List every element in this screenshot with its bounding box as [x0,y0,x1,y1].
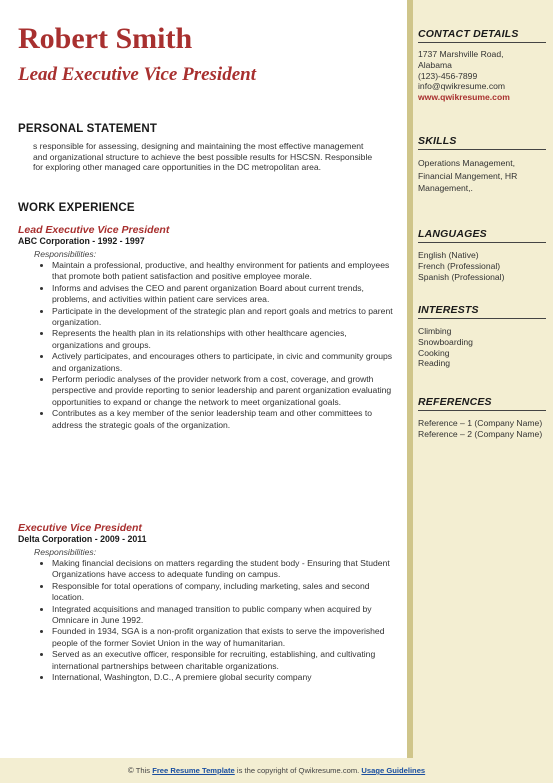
responsibility-item: Perform periodic analyses of the provider network from a cost, coverage, and growth perspective and provide reporting to senior leadership and parent organization evaluating opportunities to expand or change the network to meet organizational goals. [52,374,392,407]
candidate-title: Lead Executive Vice President [18,64,256,85]
job-entry [18,224,393,431]
contact-section [418,28,546,103]
interests-list [418,326,546,369]
responsibility-list [18,260,393,431]
job-company-dates: ABC Corporation - 1992 - 1997 [18,236,145,246]
work-experience-heading: WORK EXPERIENCE [18,202,135,214]
responsibility-item: Responsible for total operations of company, including marketing, sales and second location. [52,581,393,604]
responsibility-item: Served as an executive officer, responsible for recruiting, establishing, and cultivating international partnerships between charitable organizations. [52,649,393,672]
contact-details [418,49,546,103]
responsibilities-label: Responsibilities: [34,249,97,259]
references-list [418,418,546,440]
responsibility-list [18,558,393,683]
footer-text: is the copyright of Qwikresume.com. [236,766,360,775]
footer-text: This [135,766,151,775]
skills-text: Operations Management, Financial Mangement, HR Management,. [418,158,518,193]
personal-statement-text: s responsible for assessing, designing and maintaining the most effective management and organizational structure to achieve the best possible results for HSCSN. Responsible for exploring other managed care opportunities in the DC metropolitan area. [33,141,373,172]
candidate-name: Robert Smith [18,22,193,55]
interest-item: Reading [418,358,451,369]
responsibility-item: International, Washington, D.C., A premiere global security company [52,672,393,683]
responsibility-item: Participate in the development of the strategic plan and report goals and metrics to parent organization. [52,305,393,328]
copyright-icon: © [127,766,134,775]
responsibility-item: Founded in 1934, SGA is a non-profit organization that exists to serve the impoverished people of the former Soviet Union in the way of humanitarian. [52,626,393,649]
languages-list [418,250,546,282]
contact-heading: CONTACT DETAILS [418,28,546,43]
responsibility-item: Actively participates, and encourages others to participate, in civic and community groups and organizations. [52,351,393,373]
skills-section [418,135,546,195]
language-item: English (Native) [418,250,479,260]
footer [0,758,553,783]
interests-section [418,304,546,369]
responsibility-item: Making financial decisions on matters regarding the student body - Ensuring that Student Organizations have access to adequate funding on campus. [52,558,393,581]
personal-statement-heading: PERSONAL STATEMENT [18,123,158,135]
email-address[interactable]: info@qwikresume.com [418,81,506,92]
job-title: Lead Executive Vice President [18,224,170,236]
responsibility-item: Informs and advises the CEO and parent organization Board about current trends, problems, and activities within patient care services area. [52,283,393,306]
languages-section [418,228,546,282]
address-line: 1737 Marshville Road, [418,49,504,59]
interest-item: Snowboarding [418,336,473,347]
responsibility-item: Maintain a professional, productive, and healthy environment for patients and employees that promote both patient satisfaction and positive employee morale. [52,260,393,283]
language-item: French (Professional) [418,260,501,271]
interests-heading: INTERESTS [418,304,546,319]
reference-item: Reference – 1 (Company Name) [418,418,543,428]
responsibility-item: Integrated acquisitions and managed transition to public company when acquired by Omnicare in June 1992. [52,604,393,627]
job-title: Executive Vice President [18,522,142,534]
phone-number: (123)-456-7899 [418,70,478,81]
language-item: Spanish (Professional) [418,271,505,282]
sidebar-accent-bar [407,0,413,758]
job-company-dates: Delta Corporation - 2009 - 2011 [18,534,147,544]
references-section [418,396,546,440]
references-heading: REFERENCES [418,396,546,411]
responsibility-item: Represents the health plan in its relationships with other healthcare agencies, organizations and groups. [52,328,393,351]
interest-item: Climbing [418,326,452,336]
website-link[interactable]: www.qwikresume.com [418,92,510,103]
skills-heading: SKILLS [418,135,546,150]
job-entry [18,522,393,683]
usage-guidelines-link[interactable]: Usage Guidelines [361,766,426,775]
languages-heading: LANGUAGES [418,228,546,243]
free-resume-template-link[interactable]: Free Resume Template [152,766,235,775]
reference-item: Reference – 2 (Company Name) [418,428,543,439]
responsibility-item: Contributes as a key member of the senior leadership team and other committees to address the strategic goals of the organization. [52,408,393,431]
sidebar-background [407,0,553,758]
address-line: Alabama [418,59,452,70]
interest-item: Cooking [418,347,450,358]
responsibilities-label: Responsibilities: [34,547,97,557]
